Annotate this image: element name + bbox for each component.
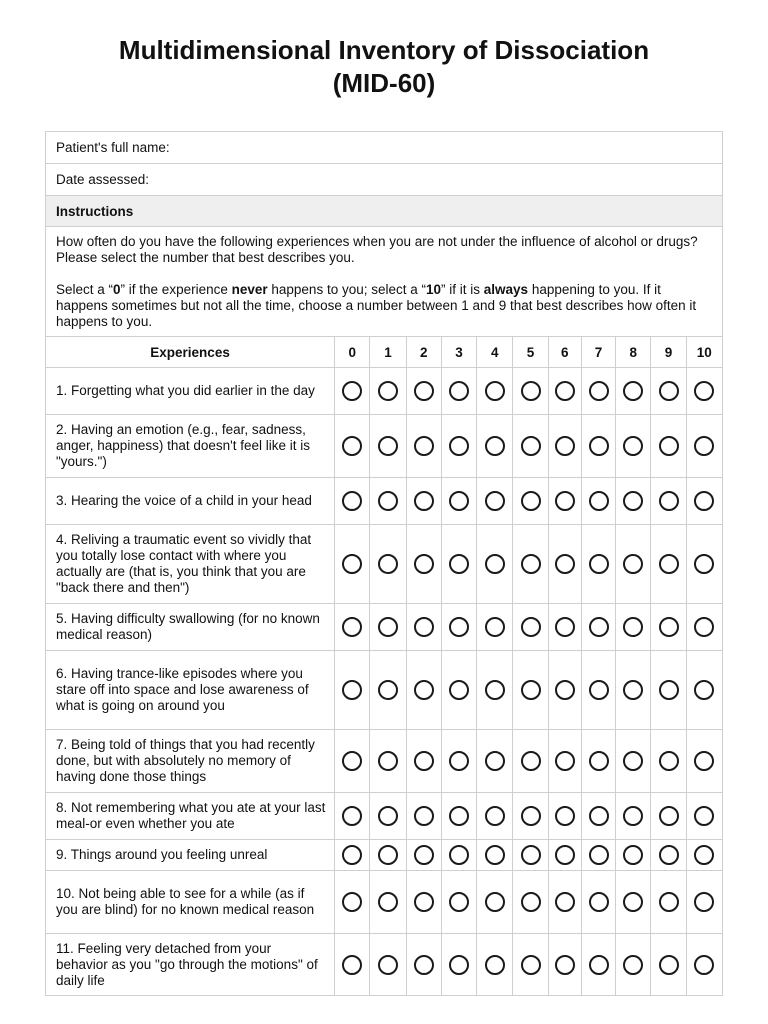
item-row-8 [46, 793, 723, 840]
option-cell [406, 415, 441, 478]
radio-option-4-0[interactable] [342, 554, 362, 574]
radio-option-5-6[interactable] [555, 617, 575, 637]
option-cell [651, 415, 686, 478]
option-cell [406, 478, 441, 525]
option-cell [581, 415, 615, 478]
radio-option-4-2[interactable] [414, 554, 434, 574]
item-row-5 [46, 604, 723, 651]
option-cell [513, 478, 548, 525]
option-cell [513, 651, 548, 730]
option-cell [513, 871, 548, 934]
option-cell [651, 525, 686, 604]
radio-option-8-7[interactable] [589, 806, 609, 826]
item-row-11 [46, 934, 723, 996]
option-cell [616, 368, 651, 415]
option-cell [406, 793, 441, 840]
instructions-paragraph-1: How often do you have the following experiences when you are not under the influence of alcohol or drugs? Please select the number that best describes you. [56, 233, 698, 265]
radio-option-6-6[interactable] [555, 680, 575, 700]
instr-text: ” if it is [441, 281, 484, 297]
item-text: 3. Hearing the voice of a child in your head [46, 478, 335, 525]
experiences-header: Experiences [46, 337, 335, 368]
option-cell [477, 368, 513, 415]
radio-option-5-3[interactable] [449, 617, 469, 637]
radio-option-1-8[interactable] [623, 381, 643, 401]
option-cell [335, 525, 370, 604]
patient-name-label: Patient's full name: [56, 140, 170, 155]
option-cell [335, 793, 370, 840]
radio-option-9-6[interactable] [555, 845, 575, 865]
scale-header-8: 8 [616, 337, 651, 368]
radio-option-1-9[interactable] [659, 381, 679, 401]
option-cell [581, 871, 615, 934]
scale-header-3: 3 [441, 337, 476, 368]
radio-option-10-8[interactable] [623, 892, 643, 912]
radio-option-2-6[interactable] [555, 436, 575, 456]
option-cell [581, 793, 615, 840]
radio-option-9-3[interactable] [449, 845, 469, 865]
radio-option-4-1[interactable] [378, 554, 398, 574]
form-title [0, 34, 768, 100]
option-cell [686, 793, 722, 840]
radio-option-4-6[interactable] [555, 554, 575, 574]
option-cell [441, 368, 476, 415]
radio-option-7-3[interactable] [449, 751, 469, 771]
option-cell [406, 651, 441, 730]
radio-option-9-9[interactable] [659, 845, 679, 865]
option-cell [441, 415, 476, 478]
radio-option-5-8[interactable] [623, 617, 643, 637]
radio-option-2-4[interactable] [485, 436, 505, 456]
item-text: 4. Reliving a traumatic event so vividly that you totally lose contact with where you actually are (that is, you think that you are "back there and then") [46, 525, 335, 604]
option-cell [370, 840, 406, 871]
option-cell [548, 651, 581, 730]
option-cell [370, 934, 406, 996]
option-cell [686, 871, 722, 934]
radio-option-5-4[interactable] [485, 617, 505, 637]
option-cell [686, 604, 722, 651]
option-cell [651, 604, 686, 651]
radio-option-5-5[interactable] [521, 617, 541, 637]
radio-option-8-6[interactable] [555, 806, 575, 826]
assessment-form [45, 131, 723, 996]
radio-option-6-4[interactable] [485, 680, 505, 700]
item-text: 9. Things around you feeling unreal [46, 840, 335, 871]
option-cell [548, 730, 581, 793]
radio-option-7-9[interactable] [659, 751, 679, 771]
option-cell [616, 478, 651, 525]
radio-option-8-3[interactable] [449, 806, 469, 826]
radio-option-2-9[interactable] [659, 436, 679, 456]
option-cell [335, 730, 370, 793]
option-cell [335, 478, 370, 525]
radio-option-2-10[interactable] [694, 436, 714, 456]
radio-option-7-5[interactable] [521, 751, 541, 771]
item-text: 2. Having an emotion (e.g., fear, sadness, anger, happiness) that doesn't feel like it is "yours.") [46, 415, 335, 478]
option-cell [686, 525, 722, 604]
radio-option-3-4[interactable] [485, 491, 505, 511]
radio-option-6-9[interactable] [659, 680, 679, 700]
option-cell [477, 793, 513, 840]
option-cell [581, 604, 615, 651]
option-cell [548, 525, 581, 604]
option-cell [477, 840, 513, 871]
item-text: 7. Being told of things that you had recently done, but with absolutely no memory of having done those things [46, 730, 335, 793]
option-cell [370, 368, 406, 415]
option-cell [370, 651, 406, 730]
radio-option-7-1[interactable] [378, 751, 398, 771]
date-assessed-label: Date assessed: [56, 172, 150, 187]
option-cell [513, 793, 548, 840]
item-row-7 [46, 730, 723, 793]
radio-option-2-2[interactable] [414, 436, 434, 456]
option-cell [616, 871, 651, 934]
option-cell [616, 793, 651, 840]
item-row-6 [46, 651, 723, 730]
radio-option-4-10[interactable] [694, 554, 714, 574]
option-cell [686, 478, 722, 525]
option-cell [616, 525, 651, 604]
item-row-2 [46, 415, 723, 478]
radio-option-3-10[interactable] [694, 491, 714, 511]
option-cell [616, 840, 651, 871]
option-cell [581, 478, 615, 525]
option-cell [441, 934, 476, 996]
option-cell [616, 415, 651, 478]
option-cell [616, 730, 651, 793]
option-cell [335, 368, 370, 415]
radio-option-10-0[interactable] [342, 892, 362, 912]
radio-option-11-5[interactable] [521, 955, 541, 975]
option-cell [686, 651, 722, 730]
instr-text: happening to you. If it happens sometimes but not all the time, choose a number between 1 and 9 that best describes how often it happens to you. [56, 281, 697, 329]
item-text: 6. Having trance-like episodes where you stare off into space and lose awareness of what is going on around you [46, 651, 335, 730]
option-cell [686, 934, 722, 996]
option-cell [477, 871, 513, 934]
item-text: 10. Not being able to see for a while (as if you are blind) for no known medical reason [46, 871, 335, 934]
option-cell [370, 415, 406, 478]
option-cell [548, 368, 581, 415]
radio-option-9-2[interactable] [414, 845, 434, 865]
radio-option-5-7[interactable] [589, 617, 609, 637]
radio-option-1-10[interactable] [694, 381, 714, 401]
item-text: 8. Not remembering what you ate at your last meal-or even whether you ate [46, 793, 335, 840]
option-cell [370, 525, 406, 604]
radio-option-4-4[interactable] [485, 554, 505, 574]
radio-option-11-0[interactable] [342, 955, 362, 975]
option-cell [370, 793, 406, 840]
option-cell [513, 368, 548, 415]
option-cell [616, 604, 651, 651]
option-cell [581, 934, 615, 996]
radio-option-10-2[interactable] [414, 892, 434, 912]
radio-option-11-1[interactable] [378, 955, 398, 975]
instructions-paragraph-2 [56, 282, 712, 330]
option-cell [548, 604, 581, 651]
radio-option-8-4[interactable] [485, 806, 505, 826]
option-cell [441, 525, 476, 604]
radio-option-7-10[interactable] [694, 751, 714, 771]
radio-option-10-3[interactable] [449, 892, 469, 912]
option-cell [513, 730, 548, 793]
option-cell [581, 368, 615, 415]
radio-option-1-2[interactable] [414, 381, 434, 401]
radio-option-4-8[interactable] [623, 554, 643, 574]
option-cell [335, 604, 370, 651]
radio-option-5-2[interactable] [414, 617, 434, 637]
option-cell [651, 934, 686, 996]
instructions-heading [46, 196, 723, 227]
option-cell [477, 525, 513, 604]
option-cell [686, 840, 722, 871]
scale-header-row [46, 337, 723, 368]
radio-option-6-0[interactable] [342, 680, 362, 700]
option-cell [548, 478, 581, 525]
radio-option-2-7[interactable] [589, 436, 609, 456]
item-row-4 [46, 525, 723, 604]
radio-option-3-9[interactable] [659, 491, 679, 511]
radio-option-10-7[interactable] [589, 892, 609, 912]
radio-option-6-1[interactable] [378, 680, 398, 700]
option-cell [477, 934, 513, 996]
scale-header-1: 1 [370, 337, 406, 368]
title-line-1: Multidimensional Inventory of Dissociation [118, 35, 650, 65]
item-text: 11. Feeling very detached from your behavior as you "go through the motions" of daily life [46, 934, 335, 996]
radio-option-1-7[interactable] [589, 381, 609, 401]
item-row-10 [46, 871, 723, 934]
radio-option-11-10[interactable] [694, 955, 714, 975]
instructions-body [46, 227, 723, 337]
option-cell [406, 730, 441, 793]
radio-option-1-3[interactable] [449, 381, 469, 401]
radio-option-2-0[interactable] [342, 436, 362, 456]
radio-option-4-7[interactable] [589, 554, 609, 574]
radio-option-6-2[interactable] [414, 680, 434, 700]
patient-name-field[interactable] [46, 132, 723, 164]
option-cell [581, 525, 615, 604]
option-cell [686, 415, 722, 478]
option-cell [406, 368, 441, 415]
instructions-heading-text: Instructions [56, 203, 134, 219]
radio-option-11-6[interactable] [555, 955, 575, 975]
option-cell [581, 840, 615, 871]
option-cell [335, 871, 370, 934]
option-cell [651, 871, 686, 934]
item-row-3 [46, 478, 723, 525]
radio-option-10-4[interactable] [485, 892, 505, 912]
radio-option-5-10[interactable] [694, 617, 714, 637]
instr-emphasis-ten: 10 [426, 281, 442, 297]
option-cell [335, 415, 370, 478]
option-cell [548, 793, 581, 840]
radio-option-8-2[interactable] [414, 806, 434, 826]
radio-option-9-5[interactable] [521, 845, 541, 865]
option-cell [651, 651, 686, 730]
instr-emphasis-always: always [483, 281, 529, 297]
radio-option-10-10[interactable] [694, 892, 714, 912]
radio-option-3-6[interactable] [555, 491, 575, 511]
radio-option-5-0[interactable] [342, 617, 362, 637]
radio-option-6-8[interactable] [623, 680, 643, 700]
item-text: 1. Forgetting what you did earlier in the day [46, 368, 335, 415]
radio-option-8-9[interactable] [659, 806, 679, 826]
option-cell [441, 651, 476, 730]
item-row-1 [46, 368, 723, 415]
option-cell [477, 478, 513, 525]
radio-option-8-1[interactable] [378, 806, 398, 826]
option-cell [651, 793, 686, 840]
scale-header-10: 10 [686, 337, 722, 368]
option-cell [548, 934, 581, 996]
radio-option-1-4[interactable] [485, 381, 505, 401]
option-cell [513, 415, 548, 478]
option-cell [651, 478, 686, 525]
radio-option-3-0[interactable] [342, 491, 362, 511]
option-cell [406, 871, 441, 934]
radio-option-7-0[interactable] [342, 751, 362, 771]
option-cell [513, 840, 548, 871]
option-cell [513, 525, 548, 604]
radio-option-9-7[interactable] [589, 845, 609, 865]
radio-option-9-0[interactable] [342, 845, 362, 865]
radio-option-9-10[interactable] [694, 845, 714, 865]
option-cell [477, 651, 513, 730]
radio-option-2-1[interactable] [378, 436, 398, 456]
radio-option-8-0[interactable] [342, 806, 362, 826]
option-cell [406, 840, 441, 871]
radio-option-9-1[interactable] [378, 845, 398, 865]
option-cell [370, 478, 406, 525]
radio-option-11-7[interactable] [589, 955, 609, 975]
radio-option-4-5[interactable] [521, 554, 541, 574]
option-cell [370, 604, 406, 651]
instr-text: Select a “ [56, 281, 114, 297]
option-cell [477, 604, 513, 651]
option-cell [686, 730, 722, 793]
radio-option-6-5[interactable] [521, 680, 541, 700]
radio-option-5-9[interactable] [659, 617, 679, 637]
option-cell [406, 525, 441, 604]
radio-option-1-0[interactable] [342, 381, 362, 401]
option-cell [651, 730, 686, 793]
option-cell [441, 730, 476, 793]
option-cell [441, 478, 476, 525]
radio-option-7-4[interactable] [485, 751, 505, 771]
radio-option-3-8[interactable] [623, 491, 643, 511]
option-cell [616, 651, 651, 730]
item-text: 5. Having difficulty swallowing (for no known medical reason) [46, 604, 335, 651]
radio-option-9-8[interactable] [623, 845, 643, 865]
radio-option-11-8[interactable] [623, 955, 643, 975]
option-cell [335, 934, 370, 996]
radio-option-2-8[interactable] [623, 436, 643, 456]
radio-option-7-2[interactable] [414, 751, 434, 771]
radio-option-10-9[interactable] [659, 892, 679, 912]
scale-header-5: 5 [513, 337, 548, 368]
option-cell [581, 651, 615, 730]
radio-option-4-3[interactable] [449, 554, 469, 574]
option-cell [406, 934, 441, 996]
option-cell [406, 604, 441, 651]
option-cell [335, 651, 370, 730]
radio-option-2-3[interactable] [449, 436, 469, 456]
radio-option-2-5[interactable] [521, 436, 541, 456]
scale-header-7: 7 [581, 337, 615, 368]
radio-option-11-3[interactable] [449, 955, 469, 975]
radio-option-8-5[interactable] [521, 806, 541, 826]
radio-option-6-3[interactable] [449, 680, 469, 700]
option-cell [513, 604, 548, 651]
option-cell [370, 871, 406, 934]
radio-option-3-3[interactable] [449, 491, 469, 511]
option-cell [616, 934, 651, 996]
option-cell [477, 730, 513, 793]
radio-option-6-10[interactable] [694, 680, 714, 700]
radio-option-7-8[interactable] [623, 751, 643, 771]
option-cell [548, 840, 581, 871]
option-cell [441, 793, 476, 840]
radio-option-8-10[interactable] [694, 806, 714, 826]
option-cell [370, 730, 406, 793]
option-cell [477, 415, 513, 478]
radio-option-3-2[interactable] [414, 491, 434, 511]
radio-option-7-7[interactable] [589, 751, 609, 771]
option-cell [441, 604, 476, 651]
item-row-9 [46, 840, 723, 871]
radio-option-11-9[interactable] [659, 955, 679, 975]
radio-option-3-7[interactable] [589, 491, 609, 511]
option-cell [686, 368, 722, 415]
radio-option-10-1[interactable] [378, 892, 398, 912]
instr-emphasis-zero: 0 [113, 281, 121, 297]
instr-text: happens to you; select a “ [267, 281, 426, 297]
radio-option-9-4[interactable] [485, 845, 505, 865]
radio-option-3-5[interactable] [521, 491, 541, 511]
radio-option-6-7[interactable] [589, 680, 609, 700]
scale-header-4: 4 [477, 337, 513, 368]
instr-emphasis-never: never [231, 281, 268, 297]
option-cell [441, 840, 476, 871]
scale-header-9: 9 [651, 337, 686, 368]
radio-option-8-8[interactable] [623, 806, 643, 826]
option-cell [548, 871, 581, 934]
radio-option-5-1[interactable] [378, 617, 398, 637]
radio-option-10-5[interactable] [521, 892, 541, 912]
radio-option-1-1[interactable] [378, 381, 398, 401]
radio-option-1-5[interactable] [521, 381, 541, 401]
radio-option-4-9[interactable] [659, 554, 679, 574]
date-assessed-field[interactable] [46, 164, 723, 196]
scale-header-0: 0 [335, 337, 370, 368]
radio-option-7-6[interactable] [555, 751, 575, 771]
instr-text: ” if the experience [120, 281, 232, 297]
option-cell [581, 730, 615, 793]
scale-header-2: 2 [406, 337, 441, 368]
option-cell [513, 934, 548, 996]
radio-option-11-2[interactable] [414, 955, 434, 975]
radio-option-10-6[interactable] [555, 892, 575, 912]
option-cell [548, 415, 581, 478]
title-line-2: (MID-60) [332, 68, 436, 98]
radio-option-11-4[interactable] [485, 955, 505, 975]
scale-header-6: 6 [548, 337, 581, 368]
radio-option-3-1[interactable] [378, 491, 398, 511]
option-cell [651, 840, 686, 871]
option-cell [651, 368, 686, 415]
option-cell [441, 871, 476, 934]
option-cell [335, 840, 370, 871]
radio-option-1-6[interactable] [555, 381, 575, 401]
